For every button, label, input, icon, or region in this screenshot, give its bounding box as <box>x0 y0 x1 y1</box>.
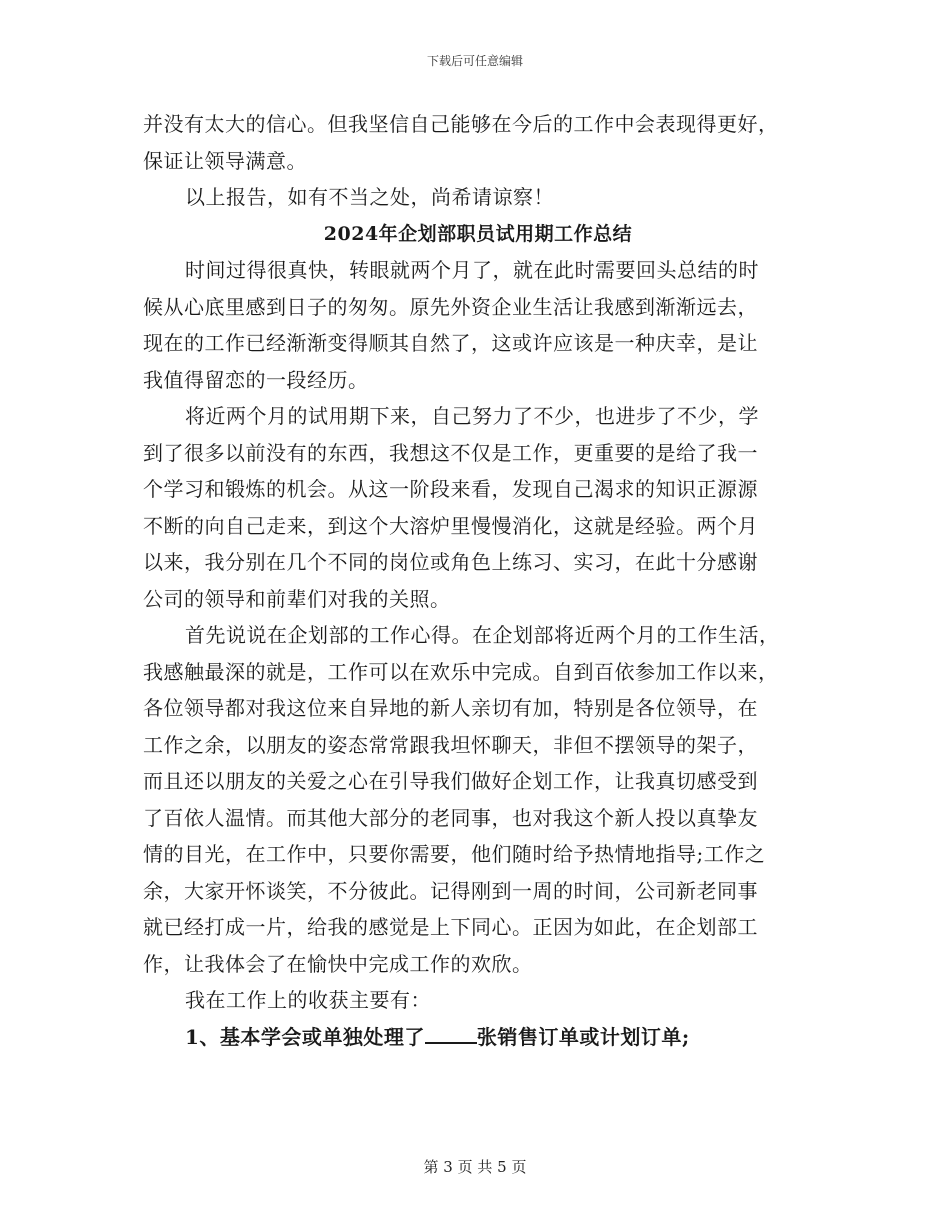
paragraph-line: 工作之余，以朋友的姿态常常跟我坦怀聊天，非但不摆领导的架子， <box>143 732 758 757</box>
paragraph-line: 公司的领导和前辈们对我的关照。 <box>143 586 451 611</box>
paragraph-line: 我在工作上的收获主要有： <box>185 988 431 1012</box>
paragraph-line: 作，让我体会了在愉快中完成工作的欢欣。 <box>143 951 533 976</box>
paragraph-line: 各位领导都对我这位来自异地的新人亲切有加，特别是各位领导，在 <box>143 696 758 720</box>
paragraph-line: 保证让领导满意。 <box>143 148 307 173</box>
paragraph-line: 不断的向自己走来，到这个大溶炉里慢慢消化，这就是经验。两个月 <box>143 513 758 538</box>
paragraph-line: 了百依人温情。而其他大部分的老同事，也对我这个新人投以真挚友 <box>143 805 758 830</box>
paragraph-line: 现在的工作已经渐渐变得顺其自然了，这或许应该是一种庆幸，是让 <box>143 331 758 355</box>
fill-in-blank <box>425 1020 477 1044</box>
section-title: 2024年企划部职员试用期工作总结 <box>323 222 633 245</box>
paragraph-line: 并没有太大的信心。但我坚信自己能够在今后的工作中会表现得更好， <box>143 112 779 136</box>
document-body <box>143 106 813 1055</box>
paragraph-line: 而且还以朋友的关爱之心在引导我们做好企划工作，让我真切感受到 <box>143 769 758 793</box>
paragraph-line: 候从心底里感到日子的匆匆。原先外资企业生活让我感到渐渐远去， <box>143 294 758 319</box>
paragraph-line: 以来，我分别在几个不同的岗位或角色上练习、实习，在此十分感谢 <box>143 550 758 574</box>
paragraph-line: 情的目光，在工作中，只要你需要，他们随时给予热情地指导;工作之 <box>143 842 766 866</box>
paragraph-line: 余，大家开怀谈笑，不分彼此。记得刚到一周的时间，公司新老同事 <box>143 878 758 903</box>
paragraph-line: 我值得留恋的一段经历。 <box>143 367 369 392</box>
paragraph-line: 将近两个月的试用期下来，自己努力了不少，也进步了不少，学 <box>185 404 759 428</box>
paragraph-line: 就已经打成一片，给我的感觉是上下同心。正因为如此，在企划部工 <box>143 915 758 939</box>
list-item-1-before: 1、基本学会或单独处理了 <box>185 1024 425 1049</box>
paragraph-line: 以上报告，如有不当之处，尚希请谅察！ <box>185 185 554 209</box>
page-footer: 第 3 页 共 5 页 <box>423 1158 527 1176</box>
list-item-1-after: 张销售订单或计划订单; <box>476 1024 690 1049</box>
paragraph-line: 个学习和锻炼的机会。从这一阶段来看，发现自己渴求的知识正源源 <box>143 477 758 501</box>
list-item-1 <box>143 1019 813 1056</box>
page-header: 下载后可任意编辑 <box>426 54 523 68</box>
paragraph-line: 时间过得很真快，转眼就两个月了，就在此时需要回头总结的时 <box>185 258 759 282</box>
paragraph-line: 到了很多以前没有的东西，我想这不仅是工作，更重要的是给了我一 <box>143 440 758 465</box>
paragraph-line: 首先说说在企划部的工作心得。在企划部将近两个月的工作生活， <box>185 623 780 647</box>
paragraph-line: 我感触最深的就是，工作可以在欢乐中完成。自到百依参加工作以来， <box>143 659 779 684</box>
